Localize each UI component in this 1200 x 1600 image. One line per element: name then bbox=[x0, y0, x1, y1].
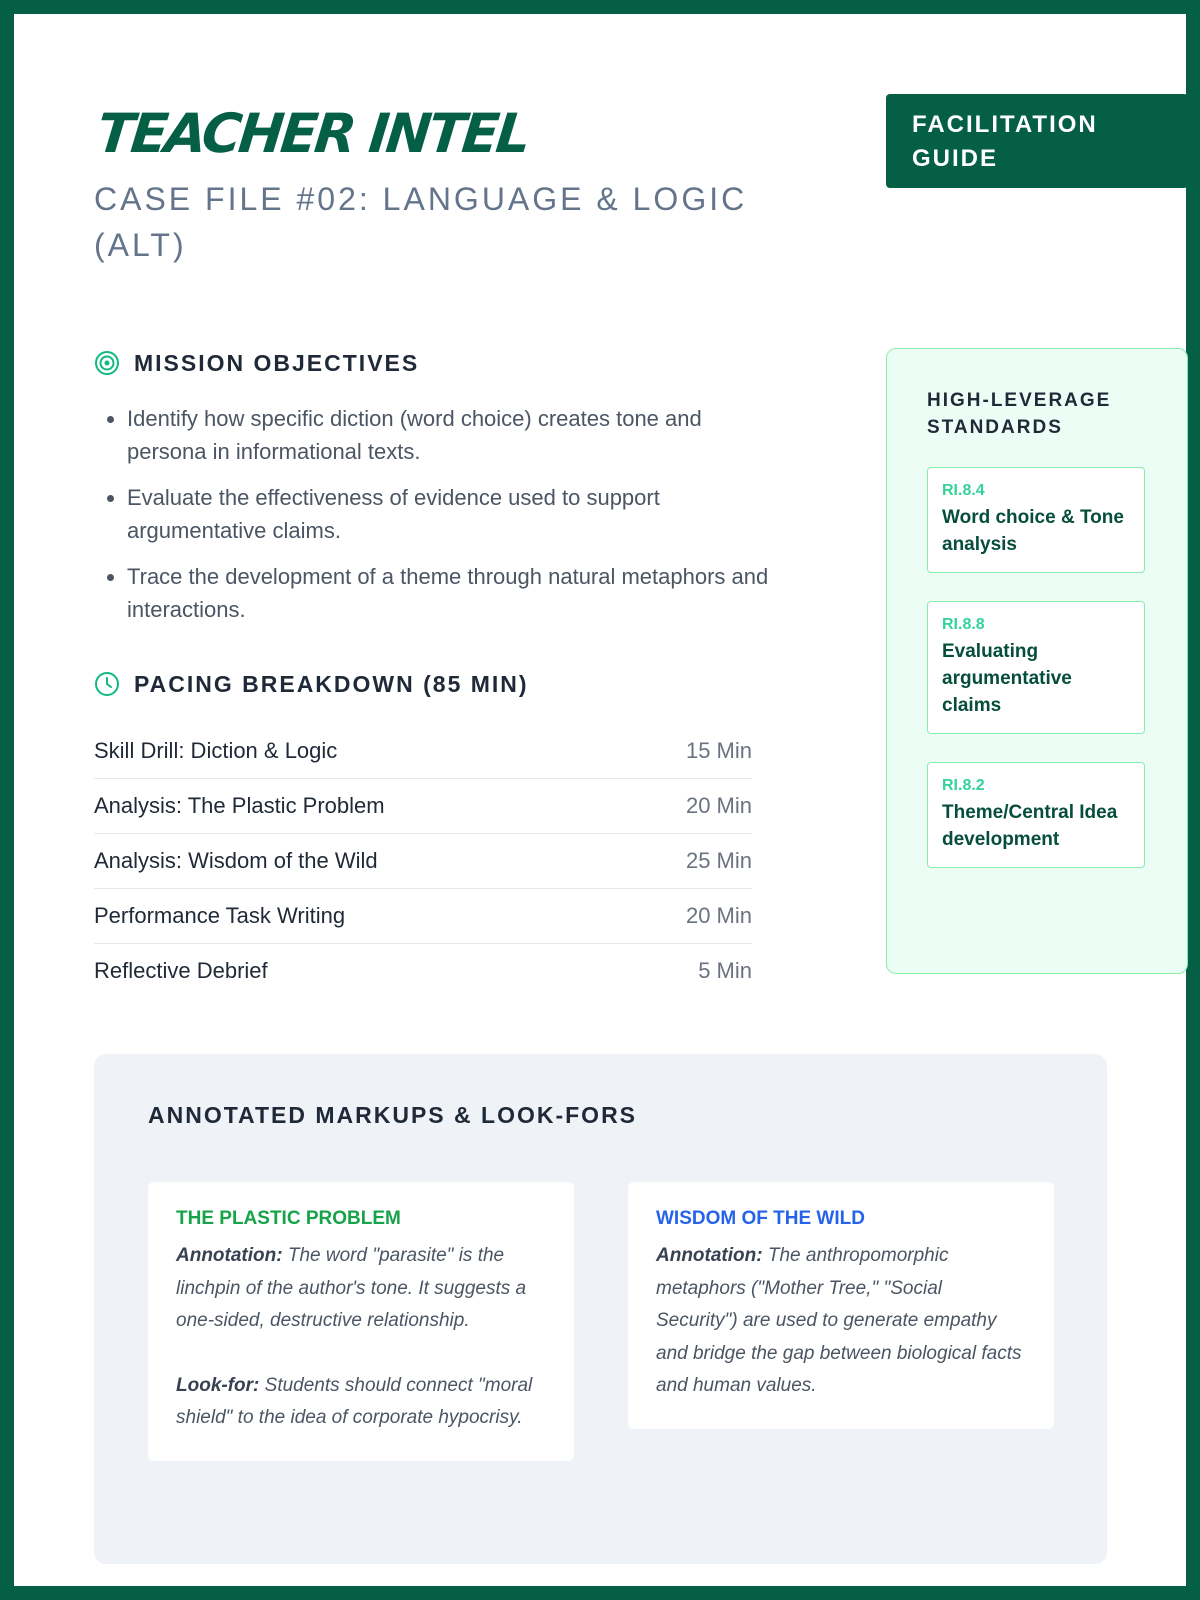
section-title: MISSION OBJECTIVES bbox=[134, 349, 420, 376]
mission-objectives-heading bbox=[94, 348, 419, 378]
pacing-duration: 20 Min bbox=[685, 903, 752, 928]
standard-card bbox=[927, 762, 1145, 868]
brand-title: TEACHER INTEL bbox=[94, 102, 531, 165]
pacing-activity: Reflective Debrief bbox=[94, 958, 268, 983]
standard-description: Theme/Central Idea development bbox=[942, 802, 1118, 850]
list-item: • Identify how specific diction (word choice) creates tone and persona in informational texts. bbox=[127, 402, 787, 468]
table-row bbox=[94, 889, 752, 944]
standard-description: Evaluating argumentative claims bbox=[942, 641, 1072, 716]
target-icon bbox=[94, 350, 120, 376]
card-title: THE PLASTIC PROBLEM bbox=[176, 1208, 401, 1229]
standard-code: RI.8.8 bbox=[942, 616, 985, 633]
facilitation-guide-badge: FACILITATION GUIDE bbox=[886, 94, 1188, 188]
pacing-activity: Performance Task Writing bbox=[94, 903, 346, 928]
case-file-title: CASE FILE #02: LANGUAGE & LOGIC (ALT) bbox=[94, 181, 748, 263]
standard-description: Word choice & Tone analysis bbox=[942, 507, 1124, 555]
standard-code: RI.8.4 bbox=[942, 482, 985, 499]
annotated-markups-section bbox=[94, 1054, 1107, 1564]
pacing-activity: Skill Drill: Diction & Logic bbox=[94, 738, 338, 763]
plastic-problem-card bbox=[148, 1182, 574, 1461]
annotation-label: Annotation: bbox=[656, 1245, 763, 1266]
markups-heading: ANNOTATED MARKUPS & LOOK-FORS bbox=[148, 1102, 638, 1128]
table-row bbox=[94, 779, 752, 834]
lookfor-label: Look-for: bbox=[176, 1374, 260, 1396]
objectives-list bbox=[94, 402, 787, 639]
annotation-text: The anthropomorphic metaphors ("Mother Tree," "Social Security") are used to generate empathy and bridge the gap between biological facts and human values. bbox=[656, 1245, 1022, 1396]
pacing-heading bbox=[94, 669, 529, 699]
annotation-text: The word "parasite" is the linchpin of the author's tone. It suggests a one-sided, destructive relationship. bbox=[176, 1245, 527, 1331]
standard-card bbox=[927, 467, 1145, 573]
standards-panel bbox=[886, 348, 1188, 974]
card-body bbox=[656, 1240, 1026, 1403]
page-frame bbox=[14, 14, 1186, 1586]
lookfor-text: Students should connect "moral shield" to the idea of corporate hypocrisy. bbox=[176, 1374, 533, 1428]
table-row bbox=[94, 834, 752, 889]
pacing-activity: Analysis: The Plastic Problem bbox=[94, 793, 385, 818]
standards-heading: HIGH-LEVERAGE STANDARDS bbox=[927, 390, 1112, 438]
standard-card bbox=[927, 601, 1145, 734]
list-item: • Evaluate the effectiveness of evidence used to support argumentative claims. bbox=[127, 481, 787, 547]
clock-icon bbox=[94, 671, 120, 697]
pacing-duration: 5 Min bbox=[698, 958, 752, 983]
section-title: PACING BREAKDOWN (85 MIN) bbox=[134, 670, 529, 697]
pacing-duration: 15 Min bbox=[685, 738, 752, 763]
annotation-label: Annotation: bbox=[176, 1245, 283, 1266]
table-row bbox=[94, 724, 752, 779]
card-body bbox=[176, 1240, 546, 1435]
pacing-activity: Analysis: Wisdom of the Wild bbox=[94, 848, 378, 873]
wisdom-of-the-wild-card bbox=[628, 1182, 1054, 1429]
pacing-duration: 25 Min bbox=[685, 848, 752, 873]
pacing-duration: 20 Min bbox=[685, 793, 752, 818]
card-title: WISDOM OF THE WILD bbox=[656, 1208, 865, 1229]
standard-code: RI.8.2 bbox=[942, 777, 985, 794]
pacing-table bbox=[94, 724, 752, 998]
table-row bbox=[94, 944, 752, 998]
list-item: • Trace the development of a theme through natural metaphors and interactions. bbox=[127, 560, 787, 626]
